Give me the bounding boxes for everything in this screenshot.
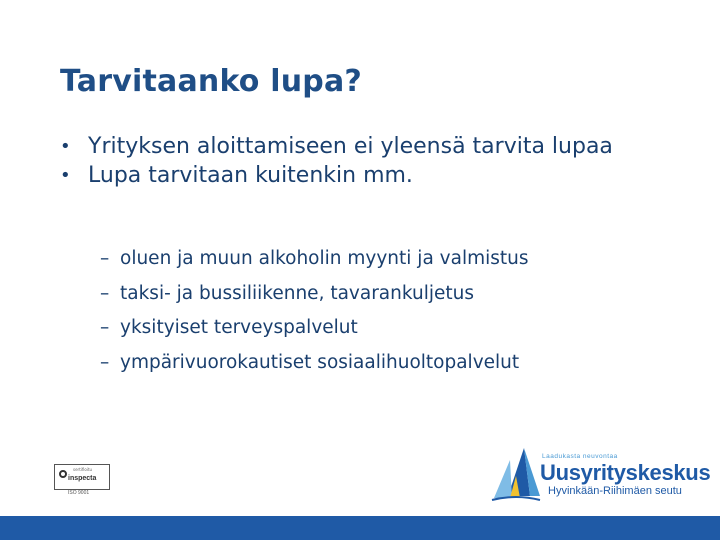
slide-title: Tarvitaanko lupa? [60,64,363,99]
sail-logo-icon [490,446,542,506]
sub-bullet-text: yksityiset terveyspalvelut [120,317,358,338]
sub-bullet-item [100,277,680,312]
sub-bullet-text: ympärivuorokautiset sosiaalihuoltopalvelut [120,351,520,373]
sub-bullet-item [100,311,680,346]
bullet-list [58,132,678,190]
bullet-item [58,161,678,190]
dash-marker: – [100,282,110,304]
bullet-text: Yrityksen aloittamiseen ei yleensä tarvita lupaa [88,134,613,159]
inspecta-brand-text: inspecta [68,475,97,482]
bullet-text: Lupa tarvitaan kuitenkin mm. [88,163,413,188]
footer-bar [0,516,720,540]
inspecta-certification-badge [54,464,110,490]
dash-marker: – [100,248,110,269]
bullet-marker: • [60,165,71,186]
logo-tagline: Laadukasta neuvontaa [542,453,618,460]
sub-bullet-item [100,346,680,381]
inspecta-logo-icon [59,470,67,478]
certification-small-text: sertifioitu [73,467,93,472]
bullet-marker: • [60,136,71,157]
bullet-item [58,132,678,161]
sub-bullet-text: taksi- ja bussiliikenne, tavarankuljetus [120,282,475,304]
sub-bullet-item [100,242,680,277]
logo-region: Hyvinkään-Riihimäen seutu [548,485,682,497]
logo-name: Uusyrityskeskus [540,460,711,485]
dash-marker: – [100,317,110,338]
sub-bullet-text: oluen ja muun alkoholin myynti ja valmistus [120,248,529,269]
dash-marker: – [100,351,110,373]
sub-bullet-list [100,242,680,380]
iso-standard-label: ISO 9001 [68,490,90,496]
sail-small-shape [494,460,512,498]
